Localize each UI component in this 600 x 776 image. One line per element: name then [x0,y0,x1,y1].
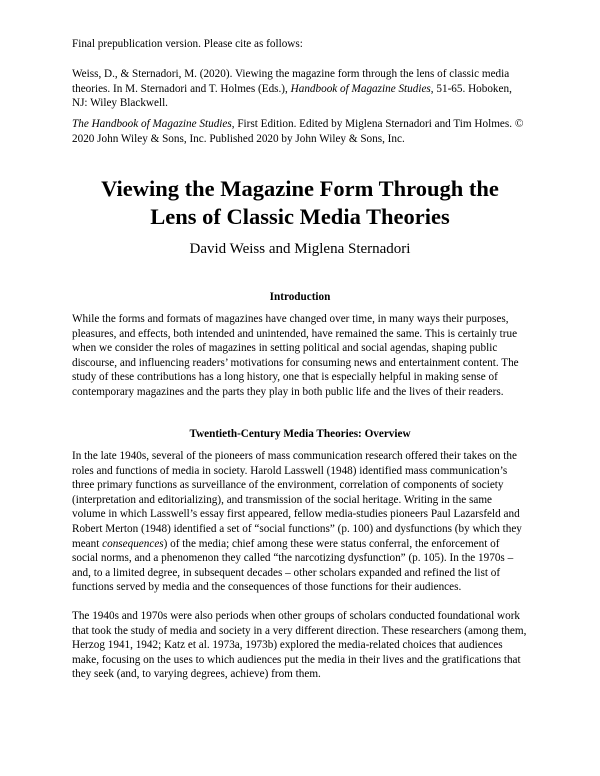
citation-text-start: Weiss, D., & Sternadori, M. (2020). Viewing the magazine form through the lens of classic media theories. In M. Sternadori and T. Holmes (Eds.), [72,68,510,95]
intro-paragraph: While the forms and formats of magazines have changed over time, in many ways their purposes, pleasures, and effects, both intended and unintended, have remained the same. This is certainly true when we consider the roles of magazines in setting political and social agendas, shaping public discourse, and influencing readers’ motivations for consuming news and entertainment content. The study of these contributions has a long history, one that is especially helpful in making sense of contemporary magazines and the parts they play in both public life and the lives of their readers. [72,313,519,398]
heading-overview: Twentieth-Century Media Theories: Overview [189,428,411,440]
citation [72,67,528,111]
copyright-notice [72,117,528,146]
article-title-line-1: Viewing the Magazine Form Through the [101,176,499,201]
heading-introduction: Introduction [269,291,331,303]
citation-text-end: , 51-65. Hoboken, NJ: Wiley Blackwell. [72,82,512,110]
overview-paragraph-2: The 1940s and 1970s were also periods when other groups of scholars conducted foundational work that took the study of media and society in a very different direction. These researchers (among them, Herzog 1941, 1942; Katz et al. 1973a, 1973b) explored the media-related choices that audiences make, focusing on the uses to which audiences put the media in their lives and the gratifications that they seek (and, to varying degrees, achieve) from them. [72,610,527,681]
copyright-book-title: The Handbook of Magazine Studies [72,118,232,130]
overview-p1-end: ) of the media; chief among these were status conferral, the enforcement of social norms, and a phenomenon they called “the narcotizing dysfunction” (p. 105). In the 1970s – and, to a limited degree, in subsequent decades – other scholars expanded and refined the list of functions served by media and the consequences of those functions for their audiences. [72,537,514,594]
overview-p1-emphasis: consequences [102,537,164,550]
overview-p1-start: In the late 1940s, several of the pioneers of mass communication research offered their takes on the roles and functions of media in society. Harold Lasswell (1948) identified mass communication’s three primary functions as surveillance of the environment, correlation of components of society (interpretation and editorializing), and transmission of the social heritage. Writing in the same volume in which Lasswell’s essay first appeared, fellow media-studies pioneers Paul Lazarsfeld and Robert Merton (1948) identified a set of “social functions” (p. 100) and dysfunctions (by which they meant [72,450,522,550]
citation-book-title: Handbook of Magazine Studies [290,82,431,95]
article-authors: David Weiss and Miglena Sternadori [189,241,411,257]
copyright-text: , First Edition. Edited by Miglena Sternadori and Tim Holmes. © 2020 John Wiley & Sons, Inc. Published 2020 by John Wiley & Sons, Inc. [72,118,524,145]
prepublication-notice: Final prepublication version. Please cite as follows: [72,38,303,50]
overview-paragraph-1 [72,449,528,595]
article-title [60,175,540,231]
article-title-line-2: Lens of Classic Media Theories [150,204,450,229]
